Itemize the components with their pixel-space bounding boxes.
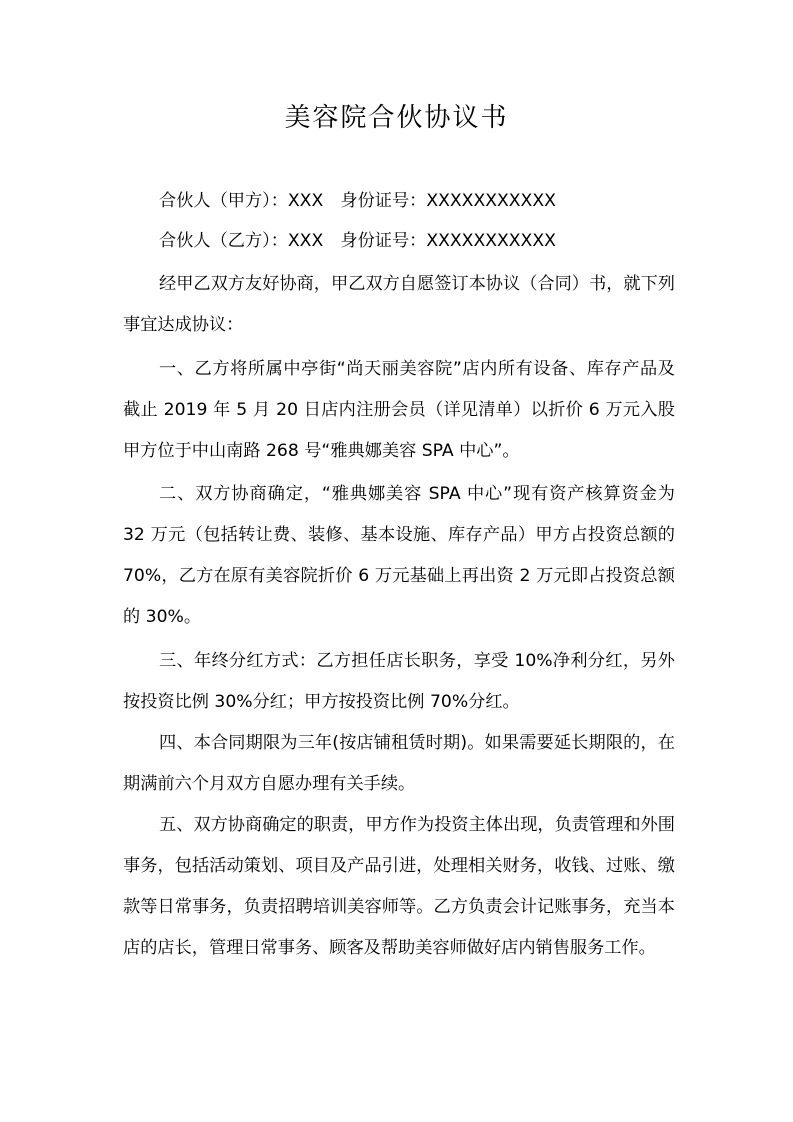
clause-1: 一、乙方将所属中亭街“尚天丽美容院”店内所有设备、库存产品及截止 2019 年 5 月 20 日店内注册会员（详见清单）以折价 6 万元入股甲方位于中山南路 268 号“雅典娜美容 SPA 中心”。 xyxy=(123,359,675,461)
party-b-line: 合伙人（乙方）：XXX 身份证号：XXXXXXXXXXX xyxy=(159,231,556,251)
clause-2: 二、双方协商确定，“雅典娜美容 SPA 中心”现有资产核算资金为 32 万元（包括转让费、装修、基本设施、库存产品）甲方占投资总额的 70%，乙方在原有美容院折价 6 万元基础上再出资 2 万元即占投资总额的 30%。 xyxy=(123,484,675,627)
clause-3: 三、年终分红方式：乙方担任店长职务，享受 10%净利分红，另外按投资比例 30%分红；甲方按投资比例 70%分红。 xyxy=(123,651,675,712)
intro-paragraph: 经甲乙双方友好协商，甲乙双方自愿签订本协议（合同）书，就下列事宜达成协议： xyxy=(123,274,675,335)
clause-4: 四、本合同期限为三年(按店铺租赁时期)。如果需要延长期限的，在期满前六个月双方自愿办理有关手续。 xyxy=(123,733,675,794)
document-title: 美容院合伙协议书 xyxy=(284,103,509,133)
clause-5: 五、双方协商确定的职责，甲方作为投资主体出现，负责管理和外围事务，包括活动策划、项目及产品引进，处理相关财务，收钱、过账、缴款等日常事务，负责招聘培训美容师等。乙方负责会计记账事务，充当本店的店长，管理日常事务、顾客及帮助美容师做好店内销售服务工作。 xyxy=(123,815,675,958)
party-a-line: 合伙人（甲方）：XXX 身份证号：XXXXXXXXXXX xyxy=(159,191,556,211)
